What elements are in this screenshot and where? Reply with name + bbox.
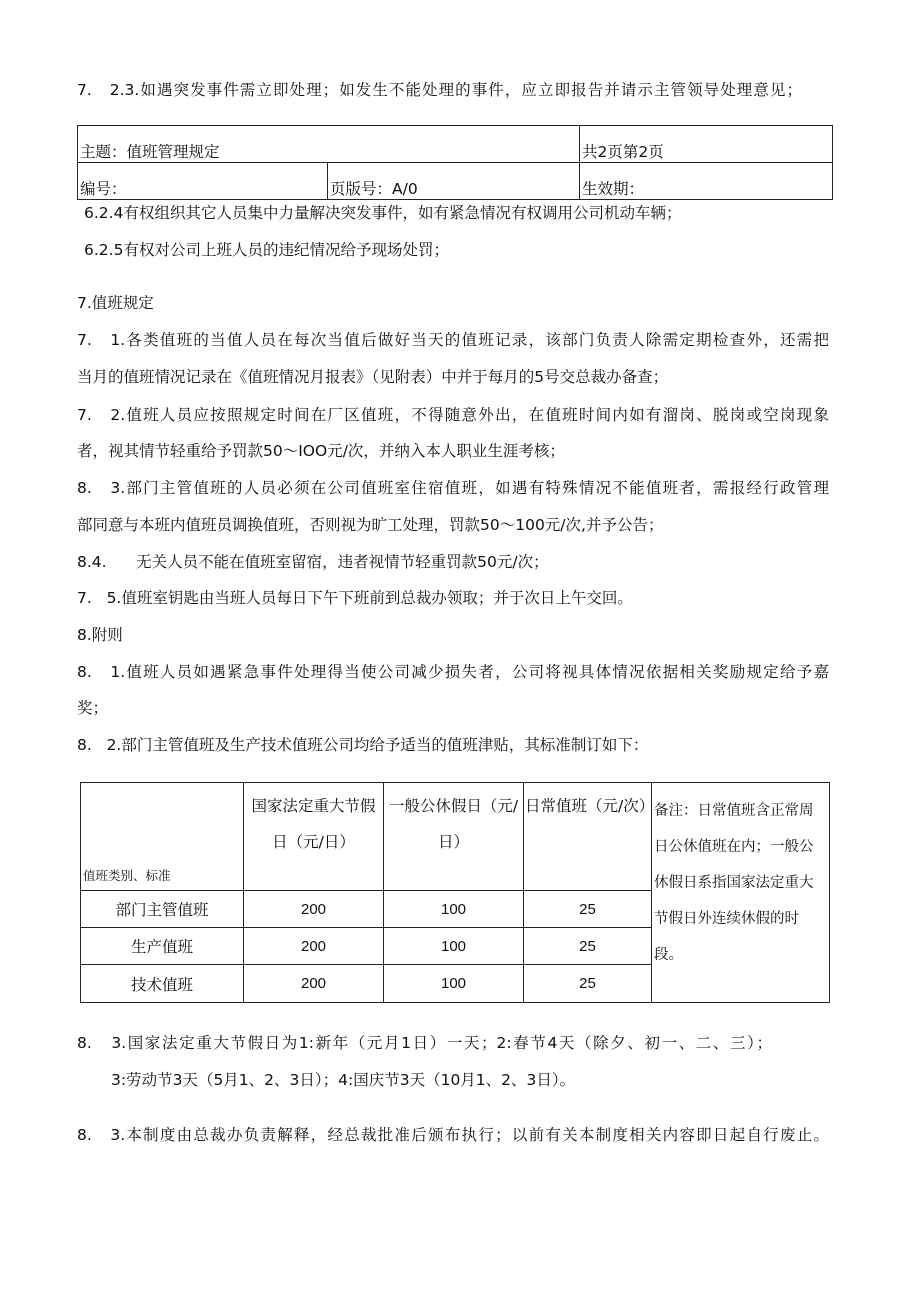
table-corner-header: 值班类别、标准 (81, 783, 244, 891)
col-header-statutory-holiday: 国家法定重大节假日（元/日） (244, 783, 384, 891)
row-value: 100 (384, 965, 524, 1003)
col-header-daily-duty: 日常值班（元/次） (524, 783, 652, 891)
clause-8-4: 8.4. 无关人员不能在值班室留宿，违者视情节轻重罚款50元/次； (77, 553, 549, 571)
document-header-table (77, 125, 833, 200)
row-value: 100 (384, 928, 524, 965)
clause-7-3-line1: 8. 3.部门主管值班的人员必须在公司值班室住宿值班，如遇有特殊情况不能值班者，需报经行政管理 (77, 479, 829, 497)
clause-8-3-final: 8. 3.本制度由总裁办负责解释，经总裁批准后颁布执行；以前有关本制度相关内容即日起自行废止。 (77, 1126, 829, 1144)
clause-6-2-4: 6.2.4有权组织其它人员集中力量解决突发事件，如有紧急情况有权调用公司机动车辆； (84, 204, 682, 222)
row-value: 25 (524, 891, 652, 928)
row-value: 200 (244, 965, 384, 1003)
clause-7-1-line2: 当月的值班情况记录在《值班情况月报表》（见附表）中并于每月的5号交总裁办备查； (77, 368, 669, 386)
header-number: 编号： (78, 163, 328, 200)
clause-8-1-line1: 8. 1.值班人员如遇紧急事件处理得当使公司减少损失者，公司将视具体情况依据相关奖励规定给予嘉 (77, 663, 829, 681)
clause-7-1-line1: 7. 1.各类值班的当值人员在每次当值后做好当天的值班记录，该部门负责人除需定期检查外，还需把 (77, 331, 829, 349)
header-pages: 共2页第2页 (580, 126, 833, 163)
row-value: 200 (244, 928, 384, 965)
allowance-standard-table (80, 782, 830, 1003)
clause-6-2-5: 6.2.5有权对公司上班人员的违纪情况给予现场处罚； (84, 241, 449, 259)
header-version: 页版号：A/0 (328, 163, 580, 200)
row-label: 技术值班 (81, 965, 244, 1003)
section-8-title: 8.附则 (77, 626, 123, 644)
row-value: 100 (384, 891, 524, 928)
header-effective: 生效期： (580, 163, 833, 200)
clause-2-3: 7. 2.3.如遇突发事件需立即处理；如发生不能处理的事件，应立即报告并请示主管领导处理意见； (77, 81, 802, 99)
col-header-public-rest-day: 一般公休假日（元/日） (384, 783, 524, 891)
clause-7-2-line2: 者，视其情节轻重给予罚款50～IOO元/次，并纳入本人职业生涯考核； (77, 442, 565, 460)
row-label: 部门主管值班 (81, 891, 244, 928)
header-subject: 主题：值班管理规定 (78, 126, 580, 163)
row-value: 25 (524, 965, 652, 1003)
clause-8-3-line2: 3:劳动节3天（5月1、2、3日）；4:国庆节3天（10月1、2、3日）。 (111, 1071, 576, 1089)
section-7-title: 7.值班规定 (77, 294, 154, 312)
clause-7-2-line1: 7. 2.值班人员应按照规定时间在厂区值班，不得随意外出，在值班时间内如有溜岗、脱岗或空岗现象 (77, 406, 829, 424)
clause-7-5: 7. 5.值班室钥匙由当班人员每日下午下班前到总裁办领取；并于次日上午交回。 (77, 589, 633, 607)
clause-8-2: 8. 2.部门主管值班及生产技术值班公司均给予适当的值班津贴，其标准制订如下： (77, 736, 649, 754)
remarks-cell: 备注：日常值班含正常周日公休值班在内；一般公休假日系指国家法定重大节假日外连续休假的时段。 (652, 783, 830, 1003)
clause-7-3-line2: 部同意与本班内值班员调换值班，否则视为旷工处理，罚款50～100元/次,并予公告； (77, 516, 664, 534)
row-label: 生产值班 (81, 928, 244, 965)
clause-8-3-line1: 8. 3.国家法定重大节假日为1:新年（元月1日）一天；2:春节4天（除夕、初一、二、三）； (77, 1034, 772, 1052)
row-value: 200 (244, 891, 384, 928)
clause-8-1-line2: 奖； (77, 699, 109, 717)
row-value: 25 (524, 928, 652, 965)
